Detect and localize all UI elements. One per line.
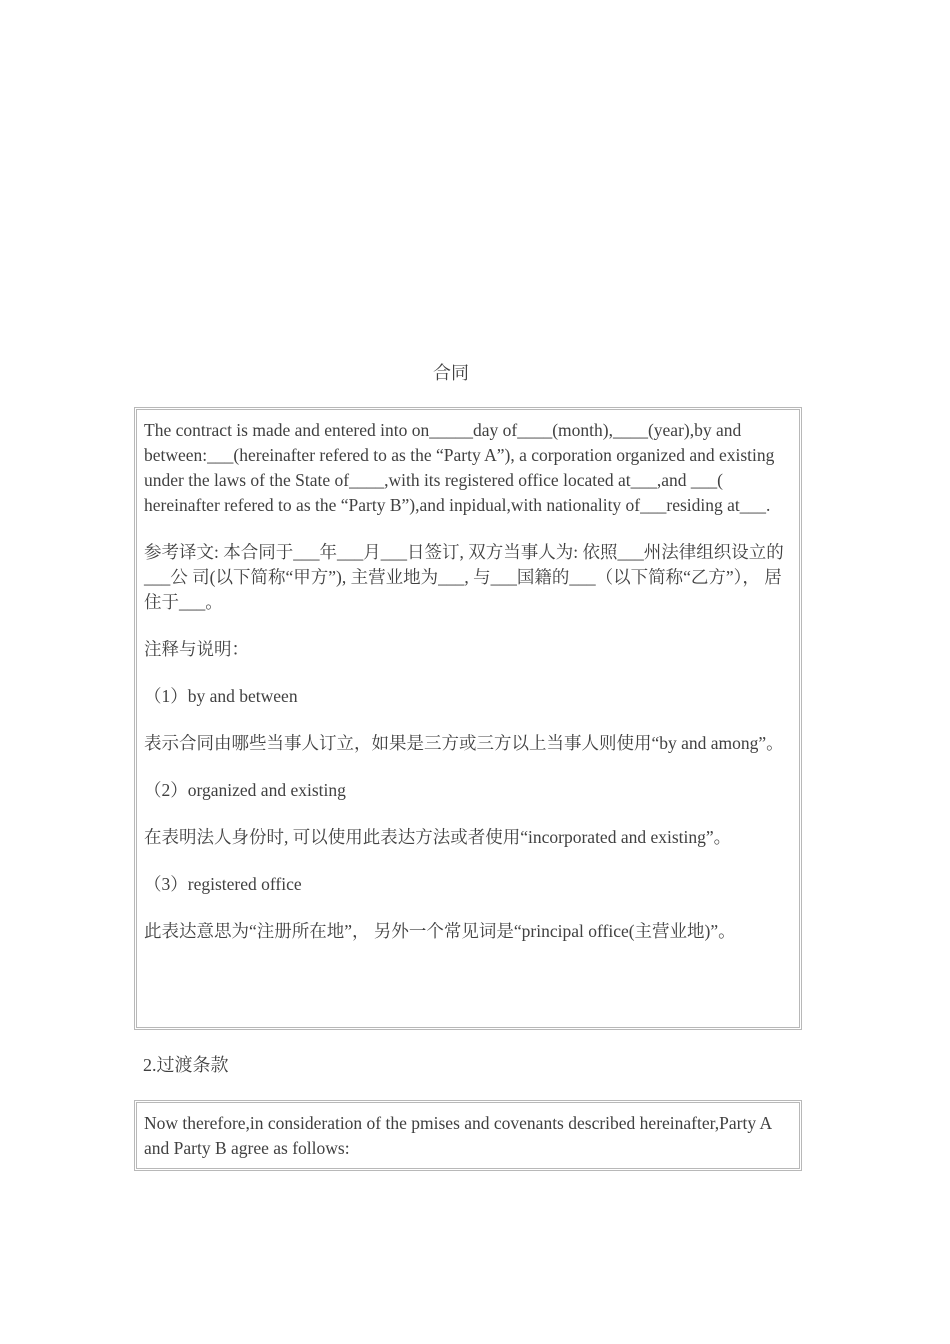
note-2-term: （2）organized and existing bbox=[144, 780, 346, 800]
note-1-explanation: 表示合同由哪些当事人订立，如果是三方或三方以上当事人则使用“by and among”。 bbox=[144, 733, 784, 753]
contract-clause-box bbox=[134, 407, 802, 1030]
note-3-explanation: 此表达意思为“注册所在地”， 另外一个常见词是“principal office(主营业地)”。 bbox=[144, 921, 736, 941]
note-1-term: （1）by and between bbox=[144, 686, 298, 706]
clause-english-text: The contract is made and entered into on_____day of____(month),____(year),by and between:___(hereinafter refered to as the “Party A”), a corporation organized and existing under the laws of the State of____,with its registered office located at___,and ___( hereinafter refered to as the “Party B”),and inpidual,with nationality of___residing at___. bbox=[144, 420, 775, 515]
note-3-term: （3）registered office bbox=[144, 874, 302, 894]
clause-chinese-translation: 参考译文: 本合同于___年___月___日签订, 双方当事人为: 依照___州法律组织设立的___公 司(以下简称“甲方”), 主营业地为___, 与___国籍的___（以下简称“乙方”）， 居住于___。 bbox=[144, 542, 784, 612]
transition-clause-text: Now therefore,in consideration of the pmises and covenants described hereinafter,Party A and Party B agree as follows: bbox=[144, 1113, 772, 1158]
section-heading-transition-clause: 2.过渡条款 bbox=[143, 1055, 229, 1075]
notes-heading: 注释与说明： bbox=[144, 639, 249, 659]
note-2-explanation: 在表明法人身份时, 可以使用此表达方法或者使用“incorporated and existing”。 bbox=[144, 827, 732, 847]
document-title: 合同 bbox=[433, 363, 469, 383]
transition-clause-box bbox=[134, 1100, 802, 1171]
